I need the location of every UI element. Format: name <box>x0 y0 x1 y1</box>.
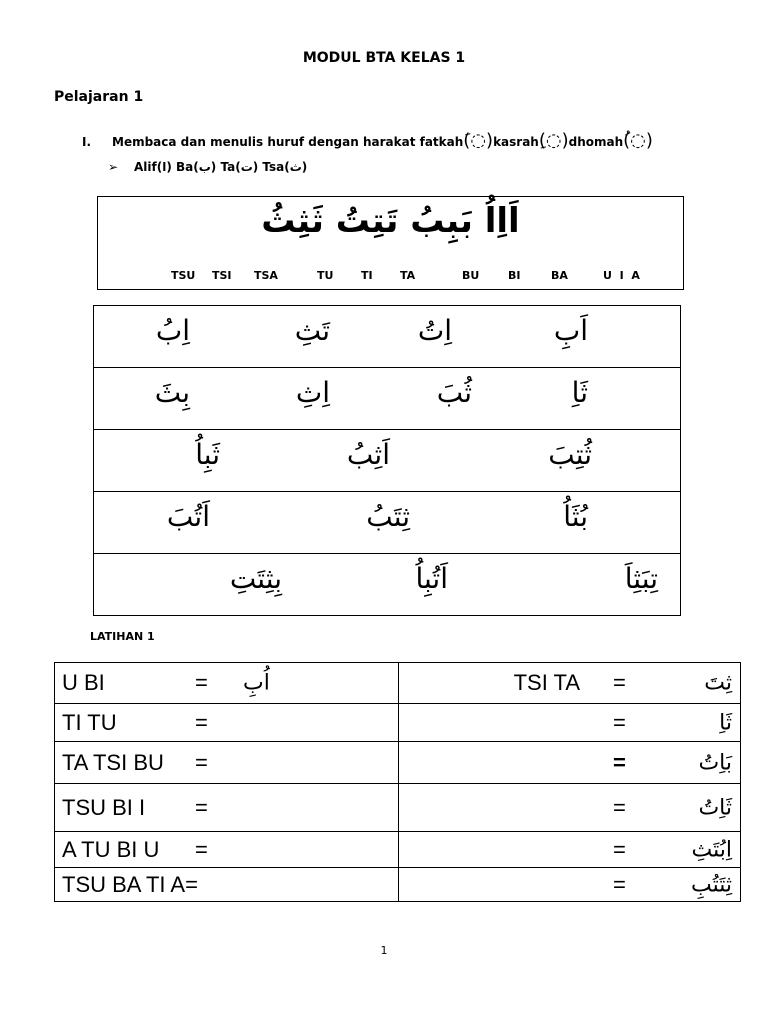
reading-word: اِثِ <box>295 376 330 409</box>
table-row <box>94 430 681 492</box>
reading-word: ثُبَ <box>436 376 472 409</box>
table-row <box>94 368 681 430</box>
roman-label: BI <box>508 269 521 282</box>
letters-box <box>97 196 684 290</box>
reading-word: بُثَاُ <box>563 500 588 533</box>
table-row <box>55 832 741 868</box>
reading-table <box>93 305 681 616</box>
table-row <box>94 306 681 368</box>
arabic-question: ثَاِ <box>719 710 732 735</box>
equals-sign: = <box>613 749 626 775</box>
roman-label: BA <box>551 269 568 282</box>
reading-word: اَتُبَ <box>166 500 210 533</box>
reading-word: بِثَ <box>154 376 190 409</box>
roman-label: U I A <box>603 269 640 282</box>
roman-label: TI <box>361 269 373 282</box>
reading-word: اَبِ <box>553 314 588 347</box>
table-row <box>55 742 741 784</box>
roman-label: TSI <box>212 269 232 282</box>
equals-sign: = <box>613 670 626 695</box>
exercise-table <box>54 662 741 902</box>
table-row <box>55 868 741 902</box>
table-row <box>94 554 681 616</box>
arabic-answer: اُبِ <box>243 670 270 696</box>
dhomah-mark: (ُ◌) <box>623 130 653 151</box>
instruction-text: Membaca dan menulis huruf dengan harakat fatkah <box>112 135 464 149</box>
equals-sign: = <box>613 836 626 862</box>
arabic-question: ثَاِتُ <box>698 795 732 820</box>
table-row <box>55 704 741 742</box>
roman-label: TU <box>317 269 334 282</box>
exercise-prompt: TSI TA <box>513 670 580 695</box>
exercise-prompt: U BI <box>62 670 105 695</box>
equals-sign: = <box>613 871 626 897</box>
letters-list: Alif(ا) Ba(ب) Ta(ت) Tsa(ث) <box>134 160 308 174</box>
table-row <box>55 784 741 832</box>
page-title: MODUL BTA KELAS 1 <box>302 50 466 66</box>
reading-word: تَثِ <box>294 314 330 347</box>
big-letters: اَاِاُ بَبِبُ تَتِتُ ثَثِثُ <box>261 201 520 241</box>
reading-word: اَتُبِاُ <box>415 562 448 595</box>
roman-label: TSU <box>171 269 196 282</box>
dhomah-label: dhomah <box>568 135 624 149</box>
fatkah-mark: (َ◌) <box>463 130 494 151</box>
roman-label: BU <box>462 269 480 282</box>
kasrah-label: kasrah <box>493 135 539 149</box>
exercise-prompt: TA TSI BU <box>62 749 164 775</box>
table-row <box>55 663 741 704</box>
arabic-question: اِبُتَثِ <box>691 837 732 862</box>
roman-label: TSA <box>254 269 278 282</box>
reading-word: تِبَثِاَ <box>624 562 658 595</box>
equals-sign: = <box>195 709 208 735</box>
reading-word: ثَاِ <box>571 376 588 409</box>
page-number: 1 <box>380 944 388 957</box>
reading-word: اِتُ <box>417 314 452 347</box>
reading-word: ثُتِبَ <box>548 438 592 471</box>
reading-word: ثَبِاُ <box>195 438 220 471</box>
lesson-heading: Pelajaran 1 <box>54 89 144 105</box>
exercise-prompt: TI TU <box>62 709 117 735</box>
equals-sign: = <box>195 836 208 862</box>
equals-sign: = <box>195 794 208 820</box>
instruction-number: I. <box>82 135 92 149</box>
arabic-question: ثِتَ <box>704 670 732 696</box>
equals-sign: = <box>195 749 208 775</box>
exercise-prompt: TSU BI I <box>62 794 146 820</box>
table-row <box>94 492 681 554</box>
letters-line <box>108 160 307 174</box>
latihan-heading: LATIHAN 1 <box>90 630 155 643</box>
arabic-question: ثِتَتُبِ <box>690 872 732 897</box>
exercise-prompt: A TU BI U <box>62 836 160 862</box>
reading-word: اَثِبُ <box>346 438 390 471</box>
equals-sign: = <box>613 794 626 820</box>
equals-sign: = <box>195 670 208 695</box>
arabic-question: بَاِتُ <box>698 750 732 775</box>
equals-sign: = <box>613 709 626 735</box>
instruction-line <box>82 130 653 151</box>
reading-word: ثِتَبُ <box>366 500 410 533</box>
kasrah-mark: (ِ◌) <box>538 130 569 151</box>
roman-label: TA <box>400 269 416 282</box>
bullet-arrow-icon: ➢ <box>108 160 119 174</box>
reading-word: اِبُ <box>155 314 190 347</box>
reading-word: بِثِتَتِ <box>229 562 282 595</box>
exercise-prompt: TSU BA TI A= <box>62 871 198 897</box>
